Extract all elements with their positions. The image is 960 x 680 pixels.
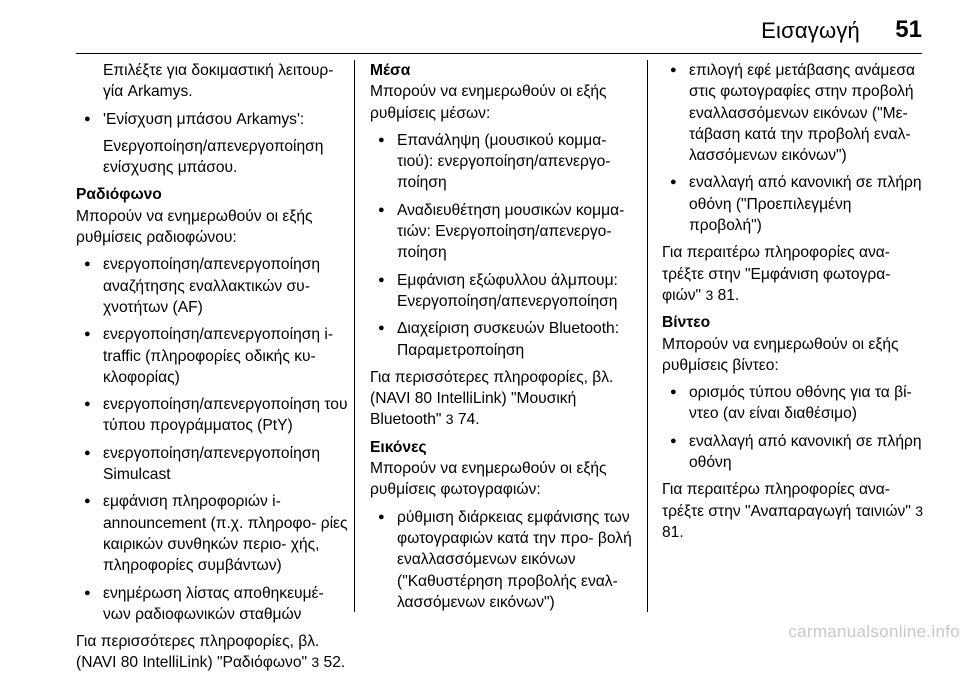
media-settings-list: [370, 130, 640, 361]
list-item: ● εμφάνιση πληροφοριών i- announcement (π.χ. πληροφο- ρίες καιρικών συνθηκών περιο- χής, πληροφορίες συμβάντων): [76, 491, 348, 576]
page-ref-icon: 3: [445, 411, 454, 428]
radio-ref-page[interactable]: 52.: [323, 654, 346, 672]
video-more-info: [662, 479, 926, 543]
column-2: [370, 60, 640, 619]
list-item: ● επιλογή εφέ μετάβασης ανάμεσα στις φωτογραφίες στην προβολή εναλλασσόμενων εικόνων ("Με- τάβαση κατά την προβολή εναλ- λασσόμενων εικόνων"): [662, 60, 926, 166]
list-item: ● Διαχείριση συσκευών Bluetooth: Παραμετροποίηση: [370, 318, 640, 361]
column-1: [76, 60, 348, 680]
page-ref-icon: 3: [311, 654, 320, 671]
images-settings-list: [370, 507, 640, 613]
list-item: ● ορισμός τύπου οθόνης για τα βί- ντεο (αν είναι διαθέσιμο): [662, 382, 926, 425]
images-ref-page[interactable]: 81.: [717, 286, 740, 304]
header-rule: [76, 53, 922, 54]
video-ref-page[interactable]: 81.: [662, 523, 684, 541]
media-ref-page[interactable]: 74.: [457, 411, 480, 429]
page-ref-icon: 3: [915, 502, 924, 519]
list-item: ● ενεργοποίηση/απενεργοποίηση i-traffic (πληροφορίες οδικής κυ- κλοφορίας): [76, 324, 348, 388]
radio-more-text: Για περισσότερες πληροφορίες, βλ. (NAVI 80 IntelliLink) "Ραδιόφωνο": [76, 633, 320, 672]
radio-settings-list: [76, 254, 348, 625]
media-heading: Μέσα: [370, 62, 411, 79]
radio-more-info: [76, 631, 348, 674]
list-item: ● Εμφάνιση εξώφυλλου άλμπουμ: Ενεργοποίηση/απενεργοποίηση: [370, 270, 640, 313]
arkamys-bass-label: 'Ενίσχυση μπάσου Arkamys':: [103, 110, 305, 128]
list-item: ● εναλλαγή από κανονική σε πλήρη οθόνη ("Προεπιλεγμένη προβολή"): [662, 172, 926, 236]
radio-intro: Μπορούν να ενημερωθούν οι εξής ρυθμίσεις ραδιοφώνου:: [76, 207, 313, 247]
list-item: ● εναλλαγή από κανονική σε πλήρη οθόνη: [662, 431, 926, 474]
list-item: ● ενεργοποίηση/απενεργοποίηση αναζήτησης εναλλακτικών συ- χνοτήτων (AF): [76, 254, 348, 318]
list-item: ● ρύθμιση διάρκειας εμφάνισης των φωτογραφιών κατά την προ- βολή εναλλασσόμενων εικόνων ("Καθυστέρηση προβολής εναλ- λασσόμενων εικόνων"): [370, 507, 640, 613]
images-settings-list-cont: [662, 60, 926, 236]
list-item: ● ενεργοποίηση/απενεργοποίηση Simulcast: [76, 443, 348, 486]
list-item: [76, 109, 348, 130]
section-title: Εισαγωγή: [761, 18, 860, 43]
images-heading: Εικόνες: [370, 438, 427, 456]
media-more-text: Για περισσότερες πληροφορίες, βλ. (NAVI 80 IntelliLink) "Μουσική Bluetooth": [370, 368, 614, 429]
watermark: carmanualsonline.info: [788, 622, 960, 641]
radio-heading: Ραδιόφωνο: [76, 186, 162, 204]
page-header: [0, 0, 960, 52]
images-more-info: [662, 242, 926, 306]
media-intro: Μπορούν να ενημερωθούν οι εξής ρυθμίσεις μέσων:: [370, 83, 607, 122]
page-number: 51: [895, 16, 922, 43]
column-divider-2: [647, 60, 648, 612]
list-item: ● Αναδιευθέτηση μουσικών κομμα- τιών: Ενεργοποίηση/απενεργο- ποίηση: [370, 200, 640, 264]
images-intro: Μπορούν να ενημερωθούν οι εξής ρυθμίσεις φωτογραφιών:: [370, 460, 607, 499]
video-intro: Μπορούν να ενημερωθούν οι εξής ρυθμίσεις βίντεο:: [662, 335, 899, 374]
list-item: ● Επανάληψη (μουσικού κομμα- τιού): ενεργοποίηση/απενεργο- ποίηση: [370, 130, 640, 194]
video-heading: Βίντεο: [662, 314, 711, 332]
list-item: ● ενεργοποίηση/απενεργοποίηση του τύπου προγράμματος (PtY): [76, 394, 348, 437]
page-ref-icon: 3: [705, 286, 714, 303]
arkamys-list: [76, 109, 348, 130]
list-item: ● ενημέρωση λίστας αποθηκευμέ- νων ραδιοφωνικών σταθμών: [76, 583, 348, 626]
arkamys-bass-desc: Ενεργοποίηση/απενεργοποίηση ενίσχυσης μπάσου.: [103, 137, 324, 177]
arkamys-test-text: Επιλέξτε για δοκιμαστική λειτουρ- γία Arkamys.: [103, 62, 334, 101]
column-3: [662, 60, 926, 549]
video-settings-list: [662, 382, 926, 473]
images-more-text: Για περαιτέρω πληροφορίες ανα- τρέξτε στην "Εμφάνιση φωτογρα- φιών": [662, 244, 891, 304]
column-divider-1: [354, 60, 355, 612]
media-more-info: [370, 367, 640, 431]
video-more-text: Για περαιτέρω πληροφορίες ανα- τρέξτε στην "Αναπαραγωγή ταινιών": [662, 481, 911, 520]
